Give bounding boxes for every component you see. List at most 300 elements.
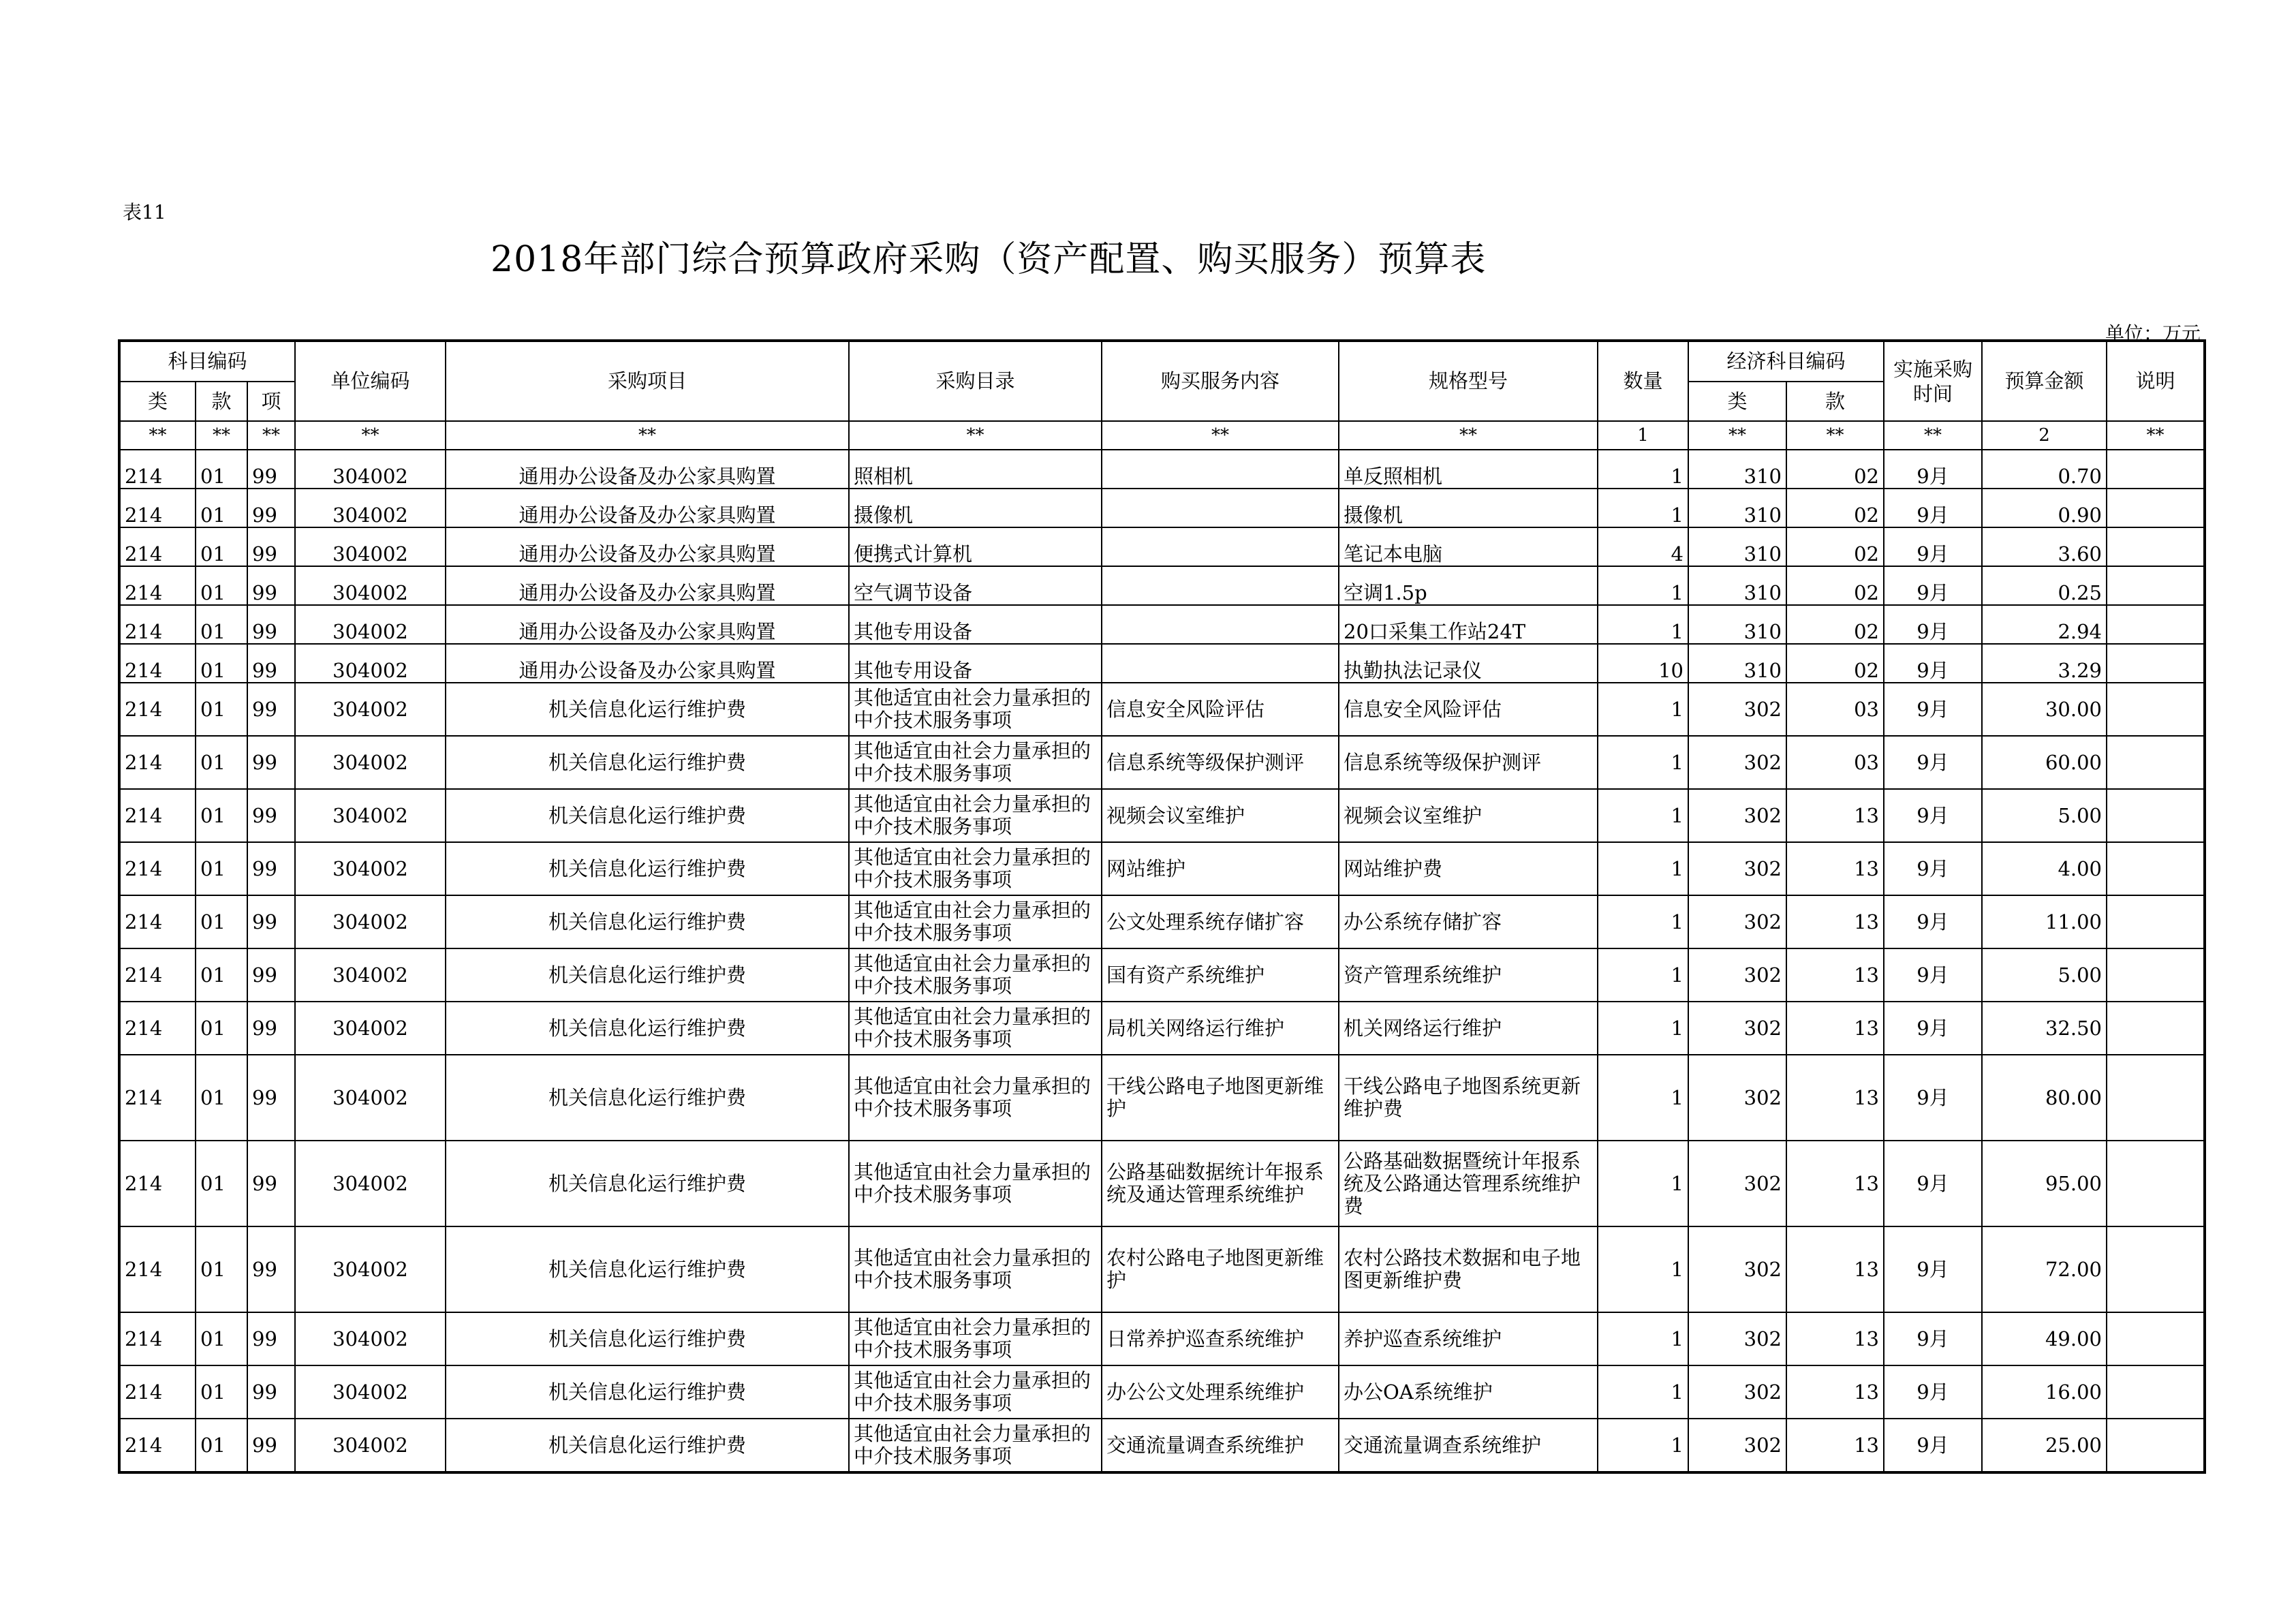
cell-econ-kuan: 13 (1786, 1002, 1884, 1055)
cell-lei: 214 (119, 789, 196, 842)
cell-item: 通用办公设备及办公家具购置 (446, 489, 849, 527)
cell-spec: 办公OA系统维护 (1339, 1365, 1598, 1419)
cell-catalog: 其他适宜由社会力量承担的中介技术服务事项 (849, 895, 1102, 948)
cell-service: 公路基础数据统计年报系统及通达管理系统维护 (1102, 1141, 1339, 1226)
cell-time: 9月 (1884, 736, 1982, 789)
cell-qty: 1 (1598, 566, 1688, 605)
cell-spec: 干线公路电子地图系统更新维护费 (1339, 1055, 1598, 1141)
cell-kuan: 01 (196, 566, 247, 605)
cell-xiang: 99 (247, 948, 295, 1002)
cell-item: 机关信息化运行维护费 (446, 789, 849, 842)
cell-qty: 1 (1598, 1002, 1688, 1055)
cell-lei: 214 (119, 736, 196, 789)
table-row (119, 948, 2205, 1002)
cell-catalog: 其他专用设备 (849, 605, 1102, 644)
cell-spec: 信息安全风险评估 (1339, 683, 1598, 736)
cell-time: 9月 (1884, 644, 1982, 683)
table-row (119, 1141, 2205, 1226)
cell-econ-lei: 302 (1688, 1002, 1786, 1055)
cell-note (2107, 450, 2205, 489)
cell-unit-code: 304002 (295, 683, 446, 736)
table-row (119, 1055, 2205, 1141)
table-row (119, 605, 2205, 644)
cell-spec: 交通流量调查系统维护 (1339, 1419, 1598, 1472)
cell-econ-lei: 310 (1688, 605, 1786, 644)
cell-kuan: 01 (196, 450, 247, 489)
cell-econ-kuan: 13 (1786, 1055, 1884, 1141)
cell-qty: 1 (1598, 1312, 1688, 1365)
cell-item: 通用办公设备及办公家具购置 (446, 566, 849, 605)
cell-econ-kuan: 13 (1786, 895, 1884, 948)
table-row (119, 842, 2205, 895)
cell-econ-lei: 302 (1688, 895, 1786, 948)
header-subject-code: 科目编码 (119, 341, 295, 382)
cell-note (2107, 948, 2205, 1002)
cell-lei: 214 (119, 1226, 196, 1312)
header-lei: 类 (119, 382, 196, 421)
header-catalog: 采购目录 (849, 341, 1102, 421)
cell-amount: 5.00 (1982, 948, 2107, 1002)
cell-econ-lei: 302 (1688, 736, 1786, 789)
cell-kuan: 01 (196, 736, 247, 789)
cell-catalog: 其他适宜由社会力量承担的中介技术服务事项 (849, 1365, 1102, 1419)
cell-kuan: 01 (196, 789, 247, 842)
cell-kuan: 01 (196, 1365, 247, 1419)
header-xiang: 项 (247, 382, 295, 421)
cell-note (2107, 683, 2205, 736)
cell-unit-code: 304002 (295, 895, 446, 948)
cell-xiang: 99 (247, 1312, 295, 1365)
cell-note (2107, 895, 2205, 948)
cell-lei: 214 (119, 527, 196, 566)
cell-qty: 1 (1598, 1055, 1688, 1141)
cell-service: 视频会议室维护 (1102, 789, 1339, 842)
cell-kuan: 01 (196, 1419, 247, 1472)
table-row (119, 1226, 2205, 1312)
cell-kuan: 01 (196, 683, 247, 736)
cell-amount: 16.00 (1982, 1365, 2107, 1419)
cell-catalog: 其他适宜由社会力量承担的中介技术服务事项 (849, 1002, 1102, 1055)
marker-cell: 2 (1982, 421, 2107, 450)
cell-amount: 49.00 (1982, 1312, 2107, 1365)
marker-cell: ** (1884, 421, 1982, 450)
cell-lei: 214 (119, 489, 196, 527)
cell-kuan: 01 (196, 605, 247, 644)
cell-catalog: 便携式计算机 (849, 527, 1102, 566)
cell-item: 机关信息化运行维护费 (446, 1226, 849, 1312)
cell-qty: 1 (1598, 1419, 1688, 1472)
cell-catalog: 其他适宜由社会力量承担的中介技术服务事项 (849, 842, 1102, 895)
cell-unit-code: 304002 (295, 948, 446, 1002)
cell-econ-kuan: 02 (1786, 566, 1884, 605)
cell-spec: 公路基础数据暨统计年报系统及公路通达管理系统维护费 (1339, 1141, 1598, 1226)
table-row (119, 789, 2205, 842)
cell-spec: 养护巡查系统维护 (1339, 1312, 1598, 1365)
cell-unit-code: 304002 (295, 1141, 446, 1226)
table-row (119, 527, 2205, 566)
cell-catalog: 摄像机 (849, 489, 1102, 527)
cell-time: 9月 (1884, 1055, 1982, 1141)
cell-econ-lei: 310 (1688, 489, 1786, 527)
cell-unit-code: 304002 (295, 489, 446, 527)
cell-xiang: 99 (247, 527, 295, 566)
cell-note (2107, 489, 2205, 527)
cell-note (2107, 566, 2205, 605)
cell-time: 9月 (1884, 605, 1982, 644)
cell-note (2107, 605, 2205, 644)
cell-qty: 1 (1598, 489, 1688, 527)
marker-cell: ** (119, 421, 196, 450)
cell-service: 干线公路电子地图更新维护 (1102, 1055, 1339, 1141)
cell-item: 机关信息化运行维护费 (446, 1002, 849, 1055)
cell-econ-kuan: 02 (1786, 489, 1884, 527)
cell-econ-kuan: 13 (1786, 1365, 1884, 1419)
cell-lei: 214 (119, 948, 196, 1002)
cell-time: 9月 (1884, 842, 1982, 895)
cell-xiang: 99 (247, 1419, 295, 1472)
cell-service: 农村公路电子地图更新维护 (1102, 1226, 1339, 1312)
cell-time: 9月 (1884, 789, 1982, 842)
cell-item: 通用办公设备及办公家具购置 (446, 644, 849, 683)
cell-econ-kuan: 13 (1786, 789, 1884, 842)
cell-note (2107, 1419, 2205, 1472)
table-row (119, 566, 2205, 605)
header-econ-kuan: 款 (1786, 382, 1884, 421)
cell-catalog: 照相机 (849, 450, 1102, 489)
cell-service: 信息系统等级保护测评 (1102, 736, 1339, 789)
cell-catalog: 其他适宜由社会力量承担的中介技术服务事项 (849, 1141, 1102, 1226)
marker-cell: ** (446, 421, 849, 450)
marker-cell: ** (1102, 421, 1339, 450)
page-title: 2018年部门综合预算政府采购（资产配置、购买服务）预算表 (491, 239, 1487, 280)
marker-cell: ** (295, 421, 446, 450)
cell-econ-kuan: 13 (1786, 1312, 1884, 1365)
marker-cell: 1 (1598, 421, 1688, 450)
header-time: 实施采购时间 (1884, 341, 1982, 421)
cell-unit-code: 304002 (295, 736, 446, 789)
cell-xiang: 99 (247, 1365, 295, 1419)
cell-econ-lei: 302 (1688, 1141, 1786, 1226)
cell-qty: 1 (1598, 683, 1688, 736)
cell-qty: 1 (1598, 1141, 1688, 1226)
cell-time: 9月 (1884, 1419, 1982, 1472)
cell-xiang: 99 (247, 450, 295, 489)
cell-qty: 1 (1598, 842, 1688, 895)
header-kuan: 款 (196, 382, 247, 421)
cell-unit-code: 304002 (295, 450, 446, 489)
cell-xiang: 99 (247, 895, 295, 948)
cell-item: 机关信息化运行维护费 (446, 1055, 849, 1141)
cell-unit-code: 304002 (295, 644, 446, 683)
cell-service (1102, 450, 1339, 489)
cell-spec: 笔记本电脑 (1339, 527, 1598, 566)
cell-lei: 214 (119, 842, 196, 895)
cell-unit-code: 304002 (295, 1419, 446, 1472)
cell-econ-kuan: 13 (1786, 1141, 1884, 1226)
cell-amount: 0.90 (1982, 489, 2107, 527)
cell-note (2107, 789, 2205, 842)
cell-note (2107, 1226, 2205, 1312)
table-row (119, 489, 2205, 527)
cell-lei: 214 (119, 566, 196, 605)
cell-econ-kuan: 02 (1786, 605, 1884, 644)
cell-service (1102, 489, 1339, 527)
cell-kuan: 01 (196, 1312, 247, 1365)
cell-time: 9月 (1884, 1141, 1982, 1226)
cell-xiang: 99 (247, 789, 295, 842)
cell-spec: 执勤执法记录仪 (1339, 644, 1598, 683)
cell-lei: 214 (119, 1055, 196, 1141)
cell-econ-lei: 302 (1688, 842, 1786, 895)
cell-item: 机关信息化运行维护费 (446, 736, 849, 789)
header-econ-code: 经济科目编码 (1688, 341, 1884, 382)
cell-lei: 214 (119, 1419, 196, 1472)
cell-qty: 1 (1598, 1226, 1688, 1312)
cell-unit-code: 304002 (295, 1055, 446, 1141)
cell-service: 日常养护巡查系统维护 (1102, 1312, 1339, 1365)
header-econ-lei: 类 (1688, 382, 1786, 421)
cell-service: 公文处理系统存储扩容 (1102, 895, 1339, 948)
cell-xiang: 99 (247, 605, 295, 644)
cell-catalog: 空气调节设备 (849, 566, 1102, 605)
cell-time: 9月 (1884, 683, 1982, 736)
cell-qty: 1 (1598, 450, 1688, 489)
cell-spec: 视频会议室维护 (1339, 789, 1598, 842)
cell-time: 9月 (1884, 527, 1982, 566)
cell-qty: 1 (1598, 736, 1688, 789)
cell-service (1102, 644, 1339, 683)
cell-service: 办公公文处理系统维护 (1102, 1365, 1339, 1419)
cell-item: 机关信息化运行维护费 (446, 1419, 849, 1472)
cell-kuan: 01 (196, 489, 247, 527)
cell-unit-code: 304002 (295, 842, 446, 895)
cell-econ-lei: 302 (1688, 683, 1786, 736)
cell-qty: 10 (1598, 644, 1688, 683)
cell-amount: 25.00 (1982, 1419, 2107, 1472)
cell-note (2107, 1055, 2205, 1141)
cell-lei: 214 (119, 450, 196, 489)
cell-catalog: 其他适宜由社会力量承担的中介技术服务事项 (849, 1312, 1102, 1365)
cell-lei: 214 (119, 1312, 196, 1365)
cell-econ-lei: 302 (1688, 789, 1786, 842)
cell-xiang: 99 (247, 1055, 295, 1141)
table-number: 表11 (123, 201, 166, 223)
cell-xiang: 99 (247, 736, 295, 789)
cell-note (2107, 1002, 2205, 1055)
cell-unit-code: 304002 (295, 789, 446, 842)
header-note: 说明 (2107, 341, 2205, 421)
cell-xiang: 99 (247, 1002, 295, 1055)
cell-qty: 1 (1598, 895, 1688, 948)
cell-econ-lei: 310 (1688, 566, 1786, 605)
cell-xiang: 99 (247, 489, 295, 527)
cell-unit-code: 304002 (295, 1365, 446, 1419)
cell-lei: 214 (119, 1365, 196, 1419)
cell-catalog: 其他适宜由社会力量承担的中介技术服务事项 (849, 948, 1102, 1002)
table-row (119, 1419, 2205, 1472)
header-amount: 预算金额 (1982, 341, 2107, 421)
cell-econ-lei: 302 (1688, 1365, 1786, 1419)
cell-kuan: 01 (196, 1055, 247, 1141)
cell-amount: 0.25 (1982, 566, 2107, 605)
cell-amount: 60.00 (1982, 736, 2107, 789)
cell-time: 9月 (1884, 489, 1982, 527)
marker-cell: ** (849, 421, 1102, 450)
cell-time: 9月 (1884, 895, 1982, 948)
cell-lei: 214 (119, 683, 196, 736)
header-service: 购买服务内容 (1102, 341, 1339, 421)
cell-amount: 32.50 (1982, 1002, 2107, 1055)
marker-cell: ** (1786, 421, 1884, 450)
cell-spec: 农村公路技术数据和电子地图更新维护费 (1339, 1226, 1598, 1312)
cell-amount: 95.00 (1982, 1141, 2107, 1226)
cell-item: 机关信息化运行维护费 (446, 895, 849, 948)
cell-unit-code: 304002 (295, 566, 446, 605)
cell-catalog: 其他适宜由社会力量承担的中介技术服务事项 (849, 789, 1102, 842)
cell-spec: 资产管理系统维护 (1339, 948, 1598, 1002)
cell-amount: 0.70 (1982, 450, 2107, 489)
cell-kuan: 01 (196, 1226, 247, 1312)
cell-catalog: 其他适宜由社会力量承担的中介技术服务事项 (849, 1419, 1102, 1472)
cell-spec: 办公系统存储扩容 (1339, 895, 1598, 948)
cell-note (2107, 1312, 2205, 1365)
cell-time: 9月 (1884, 1312, 1982, 1365)
cell-amount: 30.00 (1982, 683, 2107, 736)
cell-note (2107, 527, 2205, 566)
cell-kuan: 01 (196, 1002, 247, 1055)
cell-note (2107, 736, 2205, 789)
cell-unit-code: 304002 (295, 1002, 446, 1055)
budget-table (118, 339, 2206, 1474)
marker-cell: ** (1339, 421, 1598, 450)
cell-item: 机关信息化运行维护费 (446, 842, 849, 895)
cell-time: 9月 (1884, 1226, 1982, 1312)
cell-service (1102, 605, 1339, 644)
cell-spec: 网站维护费 (1339, 842, 1598, 895)
cell-lei: 214 (119, 1002, 196, 1055)
cell-amount: 2.94 (1982, 605, 2107, 644)
cell-service: 国有资产系统维护 (1102, 948, 1339, 1002)
cell-note (2107, 842, 2205, 895)
cell-amount: 72.00 (1982, 1226, 2107, 1312)
cell-econ-lei: 302 (1688, 1055, 1786, 1141)
cell-unit-code: 304002 (295, 1226, 446, 1312)
cell-unit-code: 304002 (295, 527, 446, 566)
cell-unit-code: 304002 (295, 605, 446, 644)
cell-note (2107, 644, 2205, 683)
cell-amount: 3.60 (1982, 527, 2107, 566)
cell-econ-kuan: 13 (1786, 1419, 1884, 1472)
cell-note (2107, 1365, 2205, 1419)
table-row (119, 1312, 2205, 1365)
cell-time: 9月 (1884, 948, 1982, 1002)
cell-service: 信息安全风险评估 (1102, 683, 1339, 736)
table-row (119, 895, 2205, 948)
cell-econ-kuan: 13 (1786, 1226, 1884, 1312)
marker-cell: ** (1688, 421, 1786, 450)
cell-econ-kuan: 03 (1786, 736, 1884, 789)
cell-qty: 4 (1598, 527, 1688, 566)
cell-xiang: 99 (247, 1226, 295, 1312)
table-row (119, 736, 2205, 789)
cell-service (1102, 566, 1339, 605)
cell-qty: 1 (1598, 948, 1688, 1002)
table-row (119, 1365, 2205, 1419)
cell-kuan: 01 (196, 895, 247, 948)
cell-econ-lei: 302 (1688, 1226, 1786, 1312)
cell-amount: 5.00 (1982, 789, 2107, 842)
marker-cell: ** (247, 421, 295, 450)
cell-item: 机关信息化运行维护费 (446, 1312, 849, 1365)
cell-econ-kuan: 03 (1786, 683, 1884, 736)
cell-spec: 机关网络运行维护 (1339, 1002, 1598, 1055)
cell-econ-lei: 310 (1688, 644, 1786, 683)
cell-spec: 摄像机 (1339, 489, 1598, 527)
cell-item: 通用办公设备及办公家具购置 (446, 527, 849, 566)
cell-item: 机关信息化运行维护费 (446, 1365, 849, 1419)
cell-unit-code: 304002 (295, 1312, 446, 1365)
cell-time: 9月 (1884, 1365, 1982, 1419)
cell-item: 机关信息化运行维护费 (446, 1141, 849, 1226)
cell-econ-lei: 302 (1688, 948, 1786, 1002)
cell-amount: 11.00 (1982, 895, 2107, 948)
header-item: 采购项目 (446, 341, 849, 421)
cell-catalog: 其他适宜由社会力量承担的中介技术服务事项 (849, 736, 1102, 789)
cell-service: 网站维护 (1102, 842, 1339, 895)
cell-service: 交通流量调查系统维护 (1102, 1419, 1339, 1472)
cell-lei: 214 (119, 895, 196, 948)
cell-lei: 214 (119, 605, 196, 644)
table-row (119, 1002, 2205, 1055)
cell-kuan: 01 (196, 948, 247, 1002)
cell-kuan: 01 (196, 644, 247, 683)
cell-item: 机关信息化运行维护费 (446, 683, 849, 736)
cell-item: 通用办公设备及办公家具购置 (446, 450, 849, 489)
cell-lei: 214 (119, 644, 196, 683)
cell-amount: 3.29 (1982, 644, 2107, 683)
cell-spec: 20口采集工作站24T (1339, 605, 1598, 644)
cell-xiang: 99 (247, 566, 295, 605)
cell-service: 局机关网络运行维护 (1102, 1002, 1339, 1055)
unit-label: 单位：万元 (2105, 322, 2201, 345)
cell-econ-kuan: 02 (1786, 450, 1884, 489)
cell-qty: 1 (1598, 789, 1688, 842)
cell-catalog: 其他适宜由社会力量承担的中介技术服务事项 (849, 683, 1102, 736)
cell-qty: 1 (1598, 1365, 1688, 1419)
cell-econ-lei: 310 (1688, 450, 1786, 489)
cell-spec: 空调1.5p (1339, 566, 1598, 605)
cell-econ-lei: 302 (1688, 1419, 1786, 1472)
cell-catalog: 其他适宜由社会力量承担的中介技术服务事项 (849, 1226, 1102, 1312)
cell-catalog: 其他适宜由社会力量承担的中介技术服务事项 (849, 1055, 1102, 1141)
cell-econ-kuan: 02 (1786, 527, 1884, 566)
cell-econ-kuan: 13 (1786, 842, 1884, 895)
cell-spec: 信息系统等级保护测评 (1339, 736, 1598, 789)
header-unit-code: 单位编码 (295, 341, 446, 421)
cell-econ-lei: 310 (1688, 527, 1786, 566)
marker-row (119, 421, 2205, 450)
cell-xiang: 99 (247, 1141, 295, 1226)
cell-time: 9月 (1884, 1002, 1982, 1055)
cell-kuan: 01 (196, 527, 247, 566)
cell-kuan: 01 (196, 1141, 247, 1226)
cell-xiang: 99 (247, 842, 295, 895)
cell-note (2107, 1141, 2205, 1226)
table-row (119, 450, 2205, 489)
cell-amount: 4.00 (1982, 842, 2107, 895)
cell-qty: 1 (1598, 605, 1688, 644)
table-row (119, 644, 2205, 683)
